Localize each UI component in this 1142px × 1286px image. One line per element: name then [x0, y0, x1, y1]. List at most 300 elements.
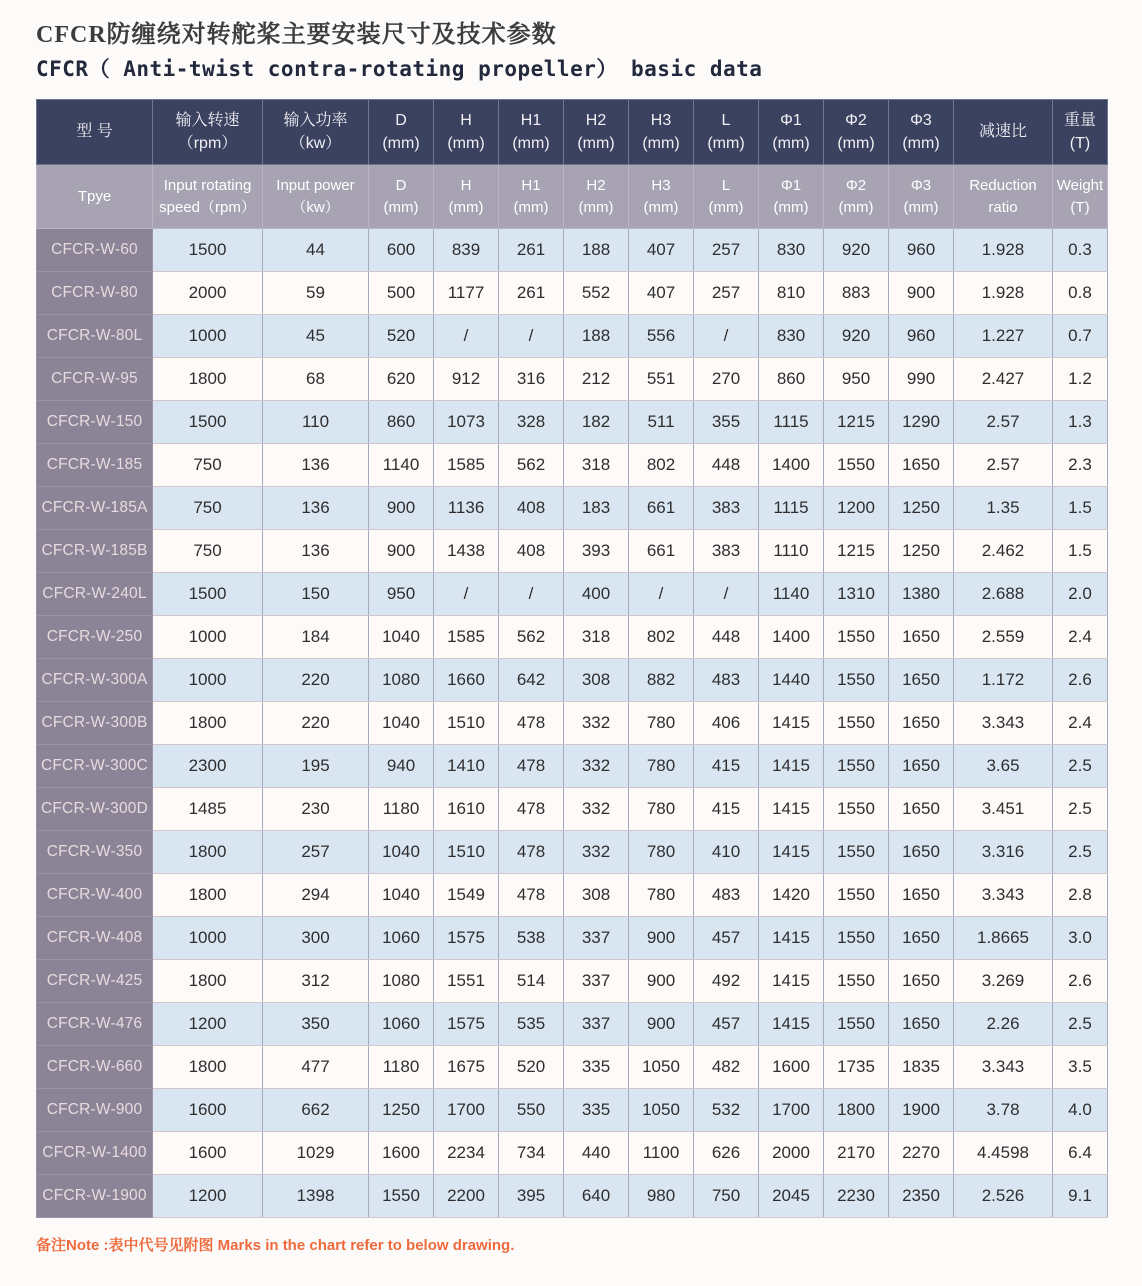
value-cell: 1180 [369, 1046, 434, 1089]
value-cell: 1550 [824, 874, 889, 917]
value-cell: 620 [369, 358, 434, 401]
value-cell: 980 [629, 1175, 694, 1218]
value-cell: 478 [499, 788, 564, 831]
value-cell: 1610 [434, 788, 499, 831]
value-cell: 393 [564, 530, 629, 573]
value-cell: 1.5 [1053, 530, 1108, 573]
header-line1: Φ2 [845, 176, 867, 194]
header-line1: 输入转速 [175, 111, 240, 129]
value-cell: 802 [629, 616, 694, 659]
value-cell: 562 [499, 616, 564, 659]
value-cell: 308 [564, 874, 629, 917]
table-row [37, 401, 1108, 444]
table-row [37, 616, 1108, 659]
header-line1: H [460, 176, 472, 194]
table-row [37, 788, 1108, 831]
value-cell: 1415 [759, 831, 824, 874]
spec-table-header [37, 100, 1108, 229]
model-cell: CFCR-W-60 [37, 229, 153, 272]
table-row [37, 1132, 1108, 1175]
header-line1: Weight [1056, 176, 1104, 194]
value-cell: 1500 [153, 573, 263, 616]
value-cell: 1438 [434, 530, 499, 573]
value-cell: 1.227 [954, 315, 1053, 358]
header-cell [263, 100, 369, 165]
value-cell: 110 [263, 401, 369, 444]
table-row [37, 315, 1108, 358]
value-cell: / [694, 315, 759, 358]
value-cell: 220 [263, 702, 369, 745]
value-cell: 477 [263, 1046, 369, 1089]
value-cell: 312 [263, 960, 369, 1003]
value-cell: 383 [694, 487, 759, 530]
value-cell: 332 [564, 702, 629, 745]
value-cell: 212 [564, 358, 629, 401]
value-cell: 2234 [434, 1132, 499, 1175]
header-line2: (mm) [513, 198, 549, 216]
value-cell: 9.1 [1053, 1175, 1108, 1218]
value-cell: 1550 [824, 745, 889, 788]
value-cell: 1800 [824, 1089, 889, 1132]
value-cell: 406 [694, 702, 759, 745]
header-line1: H [460, 111, 472, 129]
header-line2: ratio [988, 198, 1018, 216]
value-cell: 3.343 [954, 1046, 1053, 1089]
value-cell: 415 [694, 745, 759, 788]
value-cell: 511 [629, 401, 694, 444]
value-cell: 3.65 [954, 745, 1053, 788]
header-line1: Φ3 [910, 111, 932, 129]
spec-table-body [37, 229, 1108, 1218]
model-cell: CFCR-W-300C [37, 745, 153, 788]
header-cell [889, 100, 954, 165]
header-cell [1053, 165, 1108, 229]
value-cell: 1800 [153, 358, 263, 401]
header-line1: 重量 [1063, 111, 1096, 129]
value-cell: 2.688 [954, 573, 1053, 616]
header-line1: D [395, 111, 407, 129]
header-cell [37, 165, 153, 229]
value-cell: 136 [263, 444, 369, 487]
value-cell: 600 [369, 229, 434, 272]
value-cell: 860 [759, 358, 824, 401]
value-cell: 407 [629, 229, 694, 272]
value-cell: 860 [369, 401, 434, 444]
value-cell: 478 [499, 874, 564, 917]
value-cell: 1550 [824, 616, 889, 659]
value-cell: 1550 [824, 960, 889, 1003]
value-cell: 912 [434, 358, 499, 401]
value-cell: 1800 [153, 874, 263, 917]
value-cell: 1650 [889, 444, 954, 487]
value-cell: 1.928 [954, 272, 1053, 315]
value-cell: 780 [629, 702, 694, 745]
value-cell: 1440 [759, 659, 824, 702]
model-cell: CFCR-W-80L [37, 315, 153, 358]
value-cell: 316 [499, 358, 564, 401]
value-cell: 457 [694, 917, 759, 960]
header-line2: (mm) [708, 198, 744, 216]
value-cell: 900 [889, 272, 954, 315]
value-cell: 1100 [629, 1132, 694, 1175]
header-cell [153, 100, 263, 165]
table-row [37, 1003, 1108, 1046]
model-cell: CFCR-W-185A [37, 487, 153, 530]
value-cell: 318 [564, 616, 629, 659]
table-row [37, 444, 1108, 487]
value-cell: 6.4 [1053, 1132, 1108, 1175]
value-cell: 551 [629, 358, 694, 401]
value-cell: 1415 [759, 960, 824, 1003]
value-cell: 2350 [889, 1175, 954, 1218]
value-cell: 1200 [153, 1175, 263, 1218]
value-cell: 2.4 [1053, 702, 1108, 745]
model-cell: CFCR-W-425 [37, 960, 153, 1003]
value-cell: 750 [153, 487, 263, 530]
value-cell: 1800 [153, 1046, 263, 1089]
header-line2: (T) [1069, 135, 1091, 152]
value-cell: 1650 [889, 874, 954, 917]
model-cell: CFCR-W-240L [37, 573, 153, 616]
value-cell: 188 [564, 315, 629, 358]
value-cell: 1600 [369, 1132, 434, 1175]
value-cell: 1550 [824, 659, 889, 702]
model-cell: CFCR-W-1900 [37, 1175, 153, 1218]
value-cell: / [629, 573, 694, 616]
value-cell: 1650 [889, 960, 954, 1003]
value-cell: 0.3 [1053, 229, 1108, 272]
value-cell: 1380 [889, 573, 954, 616]
value-cell: 550 [499, 1089, 564, 1132]
value-cell: 1000 [153, 315, 263, 358]
value-cell: 335 [564, 1089, 629, 1132]
value-cell: 556 [629, 315, 694, 358]
model-cell: CFCR-W-250 [37, 616, 153, 659]
value-cell: 478 [499, 745, 564, 788]
footnote: 备注Note :表中代号见附图 Marks in the chart refer to below drawing. [36, 1237, 515, 1254]
model-cell: CFCR-W-660 [37, 1046, 153, 1089]
value-cell: 2.526 [954, 1175, 1053, 1218]
value-cell: 1073 [434, 401, 499, 444]
value-cell: 1050 [629, 1046, 694, 1089]
value-cell: 1650 [889, 1003, 954, 1046]
value-cell: 1415 [759, 788, 824, 831]
header-line1: H1 [520, 111, 542, 129]
value-cell: 407 [629, 272, 694, 315]
value-cell: 257 [694, 272, 759, 315]
value-cell: 538 [499, 917, 564, 960]
value-cell: 1485 [153, 788, 263, 831]
value-cell: 2.5 [1053, 745, 1108, 788]
value-cell: 3.343 [954, 874, 1053, 917]
value-cell: 750 [694, 1175, 759, 1218]
value-cell: 1029 [263, 1132, 369, 1175]
header-cell [1053, 100, 1108, 165]
value-cell: 810 [759, 272, 824, 315]
value-cell: 59 [263, 272, 369, 315]
value-cell: 478 [499, 831, 564, 874]
value-cell: 1200 [153, 1003, 263, 1046]
value-cell: 482 [694, 1046, 759, 1089]
value-cell: 136 [263, 530, 369, 573]
value-cell: 520 [499, 1046, 564, 1089]
value-cell: 900 [629, 960, 694, 1003]
value-cell: 3.5 [1053, 1046, 1108, 1089]
value-cell: 1650 [889, 702, 954, 745]
header-line2: (mm) [448, 198, 484, 216]
value-cell: 1700 [759, 1089, 824, 1132]
value-cell: 1040 [369, 616, 434, 659]
value-cell: 3.78 [954, 1089, 1053, 1132]
value-cell: 2.427 [954, 358, 1053, 401]
header-cell [369, 165, 434, 229]
value-cell: 662 [263, 1089, 369, 1132]
value-cell: 1600 [153, 1132, 263, 1175]
value-cell: 1000 [153, 917, 263, 960]
page-title-english: CFCR（ Anti-twist contra-rotating propeller） basic data [36, 57, 763, 81]
header-cell [564, 165, 629, 229]
value-cell: 1700 [434, 1089, 499, 1132]
value-cell: 1136 [434, 487, 499, 530]
value-cell: 3.316 [954, 831, 1053, 874]
value-cell: 2270 [889, 1132, 954, 1175]
value-cell: 257 [694, 229, 759, 272]
value-cell: 3.343 [954, 702, 1053, 745]
value-cell: 1415 [759, 702, 824, 745]
value-cell: 514 [499, 960, 564, 1003]
header-cell [369, 100, 434, 165]
table-row [37, 960, 1108, 1003]
header-cell [263, 165, 369, 229]
value-cell: 661 [629, 530, 694, 573]
value-cell: 1650 [889, 616, 954, 659]
value-cell: 1551 [434, 960, 499, 1003]
value-cell: 44 [263, 229, 369, 272]
value-cell: 68 [263, 358, 369, 401]
value-cell: 383 [694, 530, 759, 573]
model-cell: CFCR-W-408 [37, 917, 153, 960]
value-cell: 2.462 [954, 530, 1053, 573]
value-cell: 1510 [434, 831, 499, 874]
header-line1: Φ3 [910, 176, 932, 194]
header-cell [499, 100, 564, 165]
value-cell: 1250 [889, 487, 954, 530]
value-cell: 1115 [759, 401, 824, 444]
value-cell: 1550 [369, 1175, 434, 1218]
table-row [37, 272, 1108, 315]
value-cell: 408 [499, 530, 564, 573]
value-cell: 355 [694, 401, 759, 444]
value-cell: 1000 [153, 659, 263, 702]
value-cell: 3.0 [1053, 917, 1108, 960]
header-line2: (T) [1070, 198, 1090, 216]
value-cell: / [499, 315, 564, 358]
value-cell: 900 [629, 917, 694, 960]
model-cell: CFCR-W-300D [37, 788, 153, 831]
value-cell: 1040 [369, 874, 434, 917]
header-line2: (mm) [447, 135, 485, 152]
value-cell: 257 [263, 831, 369, 874]
value-cell: 1420 [759, 874, 824, 917]
value-cell: 2.6 [1053, 659, 1108, 702]
value-cell: 839 [434, 229, 499, 272]
value-cell: 1650 [889, 788, 954, 831]
value-cell: / [694, 573, 759, 616]
value-cell: 640 [564, 1175, 629, 1218]
value-cell: 1290 [889, 401, 954, 444]
header-line1: H3 [650, 111, 672, 129]
header-line2: (mm) [902, 135, 940, 152]
value-cell: 830 [759, 229, 824, 272]
header-cell [954, 165, 1053, 229]
value-cell: 1.172 [954, 659, 1053, 702]
header-line1: H2 [586, 176, 606, 194]
table-row [37, 1175, 1108, 1218]
value-cell: 270 [694, 358, 759, 401]
header-line1: L [721, 176, 731, 194]
table-row [37, 917, 1108, 960]
value-cell: 408 [499, 487, 564, 530]
value-cell: 900 [369, 530, 434, 573]
value-cell: 1180 [369, 788, 434, 831]
value-cell: 1575 [434, 1003, 499, 1046]
model-cell: CFCR-W-80 [37, 272, 153, 315]
value-cell: 1900 [889, 1089, 954, 1132]
header-line2: (mm) [837, 135, 875, 152]
value-cell: 1550 [824, 1003, 889, 1046]
header-line1: H3 [651, 176, 671, 194]
value-cell: 2300 [153, 745, 263, 788]
header-line1: Φ1 [780, 176, 802, 194]
header-cell [564, 100, 629, 165]
value-cell: 2.3 [1053, 444, 1108, 487]
header-line2: (mm) [383, 198, 419, 216]
value-cell: 492 [694, 960, 759, 1003]
model-cell: CFCR-W-185 [37, 444, 153, 487]
value-cell: 780 [629, 874, 694, 917]
value-cell: 1115 [759, 487, 824, 530]
value-cell: 1398 [263, 1175, 369, 1218]
value-cell: 734 [499, 1132, 564, 1175]
value-cell: 2.26 [954, 1003, 1053, 1046]
header-cell [824, 100, 889, 165]
value-cell: 1800 [153, 702, 263, 745]
value-cell: 1200 [824, 487, 889, 530]
value-cell: 552 [564, 272, 629, 315]
value-cell: 483 [694, 659, 759, 702]
value-cell: 626 [694, 1132, 759, 1175]
table-row [37, 229, 1108, 272]
table-row [37, 874, 1108, 917]
value-cell: 2.8 [1053, 874, 1108, 917]
value-cell: 1400 [759, 444, 824, 487]
model-cell: CFCR-W-185B [37, 530, 153, 573]
value-cell: 1600 [153, 1089, 263, 1132]
table-row [37, 573, 1108, 616]
value-cell: 337 [564, 917, 629, 960]
value-cell: 2.57 [954, 401, 1053, 444]
value-cell: 1415 [759, 745, 824, 788]
value-cell: 990 [889, 358, 954, 401]
value-cell: 337 [564, 1003, 629, 1046]
value-cell: 960 [889, 315, 954, 358]
header-line2: (mm) [382, 135, 420, 152]
value-cell: 3.451 [954, 788, 1053, 831]
value-cell: 642 [499, 659, 564, 702]
header-line1: 减速比 [978, 123, 1027, 141]
header-line1: Φ2 [845, 111, 867, 129]
header-cell [759, 165, 824, 229]
value-cell: 410 [694, 831, 759, 874]
value-cell: 308 [564, 659, 629, 702]
header-cell [954, 100, 1053, 165]
value-cell: 750 [153, 444, 263, 487]
value-cell: 1549 [434, 874, 499, 917]
value-cell: 2170 [824, 1132, 889, 1175]
value-cell: 1660 [434, 659, 499, 702]
header-row-english [37, 165, 1108, 229]
value-cell: 1.928 [954, 229, 1053, 272]
value-cell: 182 [564, 401, 629, 444]
value-cell: 337 [564, 960, 629, 1003]
value-cell: 883 [824, 272, 889, 315]
header-cell [37, 100, 153, 165]
table-row [37, 831, 1108, 874]
value-cell: / [499, 573, 564, 616]
header-line1: 输入功率 [283, 111, 348, 129]
model-cell: CFCR-W-476 [37, 1003, 153, 1046]
value-cell: 1140 [369, 444, 434, 487]
value-cell: 1510 [434, 702, 499, 745]
table-row [37, 1089, 1108, 1132]
header-line1: Tpye [77, 187, 112, 205]
value-cell: 920 [824, 315, 889, 358]
value-cell: 2.57 [954, 444, 1053, 487]
value-cell: 520 [369, 315, 434, 358]
header-line2: （kw） [289, 135, 342, 152]
table-row [37, 745, 1108, 788]
value-cell: 750 [153, 530, 263, 573]
value-cell: 661 [629, 487, 694, 530]
header-line2: (mm) [772, 135, 810, 152]
value-cell: 1080 [369, 659, 434, 702]
header-cell [629, 100, 694, 165]
header-cell [629, 165, 694, 229]
value-cell: 2.6 [1053, 960, 1108, 1003]
header-line2: (mm) [838, 198, 874, 216]
header-line2: (mm) [512, 135, 550, 152]
value-cell: 400 [564, 573, 629, 616]
model-cell: CFCR-W-300A [37, 659, 153, 702]
model-cell: CFCR-W-300B [37, 702, 153, 745]
value-cell: 395 [499, 1175, 564, 1218]
header-cell [153, 165, 263, 229]
table-row [37, 358, 1108, 401]
value-cell: 440 [564, 1132, 629, 1175]
model-cell: CFCR-W-95 [37, 358, 153, 401]
value-cell: 1650 [889, 917, 954, 960]
value-cell: 1550 [824, 702, 889, 745]
header-cell [434, 165, 499, 229]
value-cell: 1550 [824, 917, 889, 960]
header-line1: 型 号 [76, 123, 113, 141]
header-line2: (mm) [577, 135, 615, 152]
table-row [37, 659, 1108, 702]
value-cell: 4.4598 [954, 1132, 1053, 1175]
value-cell: 2000 [759, 1132, 824, 1175]
value-cell: 1310 [824, 573, 889, 616]
value-cell: 230 [263, 788, 369, 831]
